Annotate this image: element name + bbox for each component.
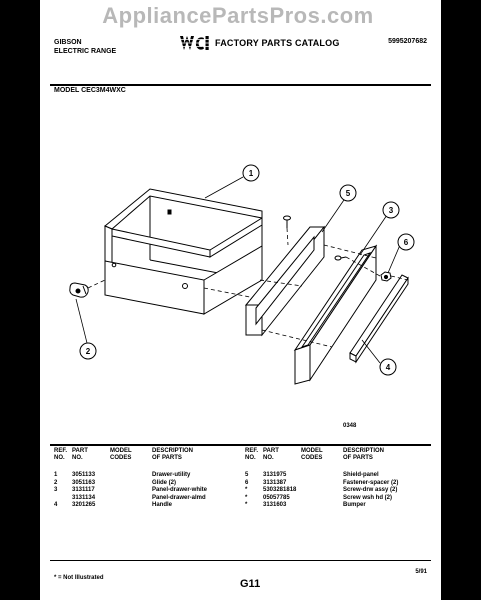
callout-label-5: 5 — [345, 189, 351, 198]
screw-part — [284, 216, 291, 228]
appliance-type: ELECTRIC RANGE — [54, 48, 117, 55]
brand-name: GIBSON — [54, 39, 82, 46]
header-part: PART NO. — [263, 448, 279, 461]
catalog-header — [177, 35, 340, 51]
table-row: * 05057785 Screw wsh hd (2) — [245, 494, 393, 501]
parts-catalog-page — [40, 0, 441, 600]
catalog-title: FACTORY PARTS CATALOG — [215, 38, 340, 48]
drawing-code: 0348 — [343, 423, 357, 429]
exploded-parts-diagram — [40, 100, 441, 430]
small-fastener-part — [335, 256, 346, 260]
brand-block — [54, 38, 116, 56]
header-part: PART NO. — [72, 448, 88, 461]
table-row: 6 3131387 Fastener-spacer (2) — [245, 479, 399, 486]
watermark: AppliancePartsPros.com — [102, 3, 374, 28]
table-row: 4 3201265 Handle — [54, 502, 173, 508]
callout-label-4: 4 — [385, 363, 391, 372]
table-row: 3 3131117 Panel-drawer-white — [54, 487, 208, 493]
callout-label-1: 1 — [248, 169, 254, 178]
table-row: 5 3131975 Shield-panel — [245, 472, 379, 478]
page-number: G11 — [240, 578, 261, 590]
glide-part — [70, 283, 88, 297]
date-code: 5/91 — [415, 569, 427, 575]
table-header — [245, 448, 431, 472]
callout-label-6: 6 — [403, 238, 409, 247]
table-header — [54, 448, 234, 472]
table-row: 1 3051133 Drawer-utility — [54, 472, 191, 478]
callout-label-2: 2 — [85, 347, 91, 356]
header-divider — [50, 84, 431, 86]
table-row: 2 3051163 Glide (2) — [54, 479, 177, 486]
header-codes: MODEL CODES — [301, 448, 323, 461]
header-desc: DESCRIPTION OF PARTS — [152, 448, 194, 461]
table-row: * 3131603 Bumper — [245, 502, 366, 508]
catalog-number: 5995207682 — [388, 38, 427, 45]
header-ref: REF. NO. — [54, 448, 68, 461]
parts-table-divider — [50, 444, 431, 446]
fastener-spacer-part — [381, 272, 391, 281]
drawer-utility-part — [105, 189, 262, 314]
table-row: 3131134 Panel-drawer-almd — [72, 494, 206, 501]
parts-table-right — [245, 448, 431, 510]
parts-table-left — [54, 448, 234, 510]
header-codes: MODEL CODES — [110, 448, 132, 461]
header-desc: DESCRIPTION OF PARTS — [343, 448, 385, 461]
wci-logo-icon — [177, 35, 211, 51]
table-row: * 5303281818 Screw-drw assy (2) — [245, 487, 398, 493]
header-ref: REF. NO. — [245, 448, 259, 461]
callout-label-3: 3 — [388, 206, 394, 215]
model-label: MODEL CEC3M4WXC — [54, 87, 126, 94]
footer-divider — [50, 560, 431, 561]
footnote: * = Not Illustrated — [54, 575, 104, 581]
